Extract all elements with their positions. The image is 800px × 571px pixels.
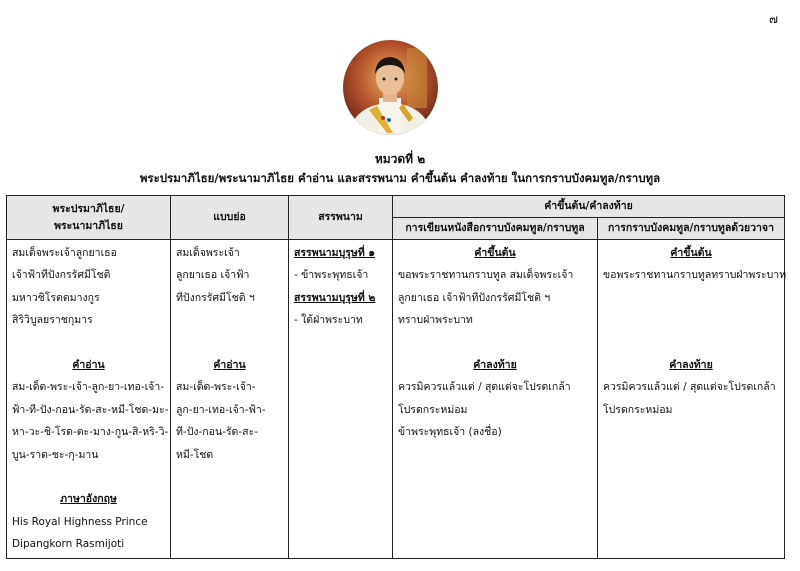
short-reading-line: สม-เด็ด-พระ-เจ้า-	[176, 381, 256, 394]
short-reading-line: ที-ปัง-กอน-รัด-สะ-	[176, 426, 259, 439]
closing-line: ข้าพระพุทธเจ้า (ลงชื่อ)	[398, 426, 502, 439]
cell-short-form	[171, 240, 289, 559]
closing-heading: คำลงท้าย	[473, 359, 517, 372]
reading-line: บูน-ราด-ชะ-กุ-มาน	[12, 448, 99, 461]
english-line: Dipangkorn Rasmijoti	[12, 538, 125, 551]
short-reading-line: หมี-โชด	[176, 448, 214, 461]
page-number: ๗	[768, 12, 778, 26]
closing-line: โปรดกระหม่อม	[398, 403, 468, 416]
short-line: ทีปังกรรัศมีโชติ ฯ	[176, 291, 255, 304]
short-reading-line: ลูก-ยา-เทอ-เจ้า-ฟ้า-	[176, 403, 266, 416]
short-line: ลูกยาเธอ เจ้าฟ้า	[176, 269, 250, 282]
opening-line: ลูกยาเธอ เจ้าฟ้าทีปังกรรัศมีโชติ ฯ	[398, 291, 551, 304]
first-person-heading: สรรพนามบุรุษที่ ๑	[294, 247, 376, 259]
opening-heading: คำขึ้นต้น	[670, 247, 712, 259]
closing-line: ควรมิควรแล้วแต่ / สุดแต่จะโปรดเกล้า	[398, 381, 571, 394]
cell-written-form	[393, 240, 598, 559]
header-spoken: การกราบบังคมทูล/กราบทูลด้วยวาจา	[598, 218, 785, 240]
opening-line: ทราบฝ่าพระบาท	[398, 314, 473, 327]
first-person-item: - ข้าพระพุทธเจ้า	[294, 269, 369, 282]
royal-portrait-icon	[343, 40, 438, 135]
cell-pronoun	[289, 240, 393, 559]
reading-line: หา-วะ-ชิ-โรด-ตะ-มาง-กูน-สิ-หริ-วิ-	[12, 426, 169, 439]
opening-line: ขอพระราชทานกราบทูลทราบฝ่าพระบาท	[603, 269, 787, 282]
second-person-heading: สรรพนามบุรุษที่ ๒	[294, 291, 376, 304]
name-line: สิริวิบูลยราชกุมาร	[12, 314, 93, 327]
reading-line: ฟ้า-ที-ปัง-กอน-รัด-สะ-หมี-โชด-มะ-	[12, 403, 169, 416]
name-line: สมเด็จพระเจ้าลูกยาเธอ	[12, 247, 117, 259]
section-subtitle: พระปรมาภิไธย/พระนามาภิไธย คำอ่าน และสรรพนาม คำขึ้นต้น คำลงท้าย ในการกราบบังคมทูล/กราบทูล	[139, 171, 661, 185]
name-line: เจ้าฟ้าทีปังกรรัศมีโชติ	[12, 269, 111, 282]
opening-heading: คำขึ้นต้น	[474, 247, 516, 259]
closing-line: โปรดกระหม่อม	[603, 403, 673, 416]
reading-line: สม-เด็ด-พระ-เจ้า-ลูก-ยา-เทอ-เจ้า-	[12, 381, 164, 394]
header-royal-name: พระปรมาภิไธย/ พระนามาภิไธย	[7, 196, 171, 240]
section-title: หมวดที่ ๒	[374, 152, 426, 166]
closing-line: ควรมิควรแล้วแต่ / สุดแต่จะโปรดเกล้า	[603, 381, 776, 394]
header-opening-closing: คำขึ้นต้น/คำลงท้าย	[393, 196, 785, 218]
header-written: การเขียนหนังสือกราบบังคมทูล/กราบทูล	[393, 218, 598, 240]
short-line: สมเด็จพระเจ้า	[176, 247, 240, 259]
reading-heading: คำอ่าน	[72, 359, 105, 372]
opening-line: ขอพระราชทานกราบทูล สมเด็จพระเจ้า	[398, 269, 574, 282]
short-reading-heading: คำอ่าน	[213, 359, 246, 372]
cell-spoken-form	[598, 240, 785, 559]
name-line: มหาวชิโรตตมางกูร	[12, 291, 100, 304]
english-heading: ภาษาอังกฤษ	[60, 493, 117, 506]
royal-title-table	[6, 195, 785, 559]
english-line: His Royal Highness Prince	[12, 515, 148, 528]
closing-heading: คำลงท้าย	[669, 359, 713, 371]
header-pronoun: สรรพนาม	[289, 196, 393, 240]
header-short-form: แบบย่อ	[171, 196, 289, 240]
cell-royal-name	[7, 240, 171, 559]
second-person-item: - ใต้ฝ่าพระบาท	[294, 314, 363, 327]
